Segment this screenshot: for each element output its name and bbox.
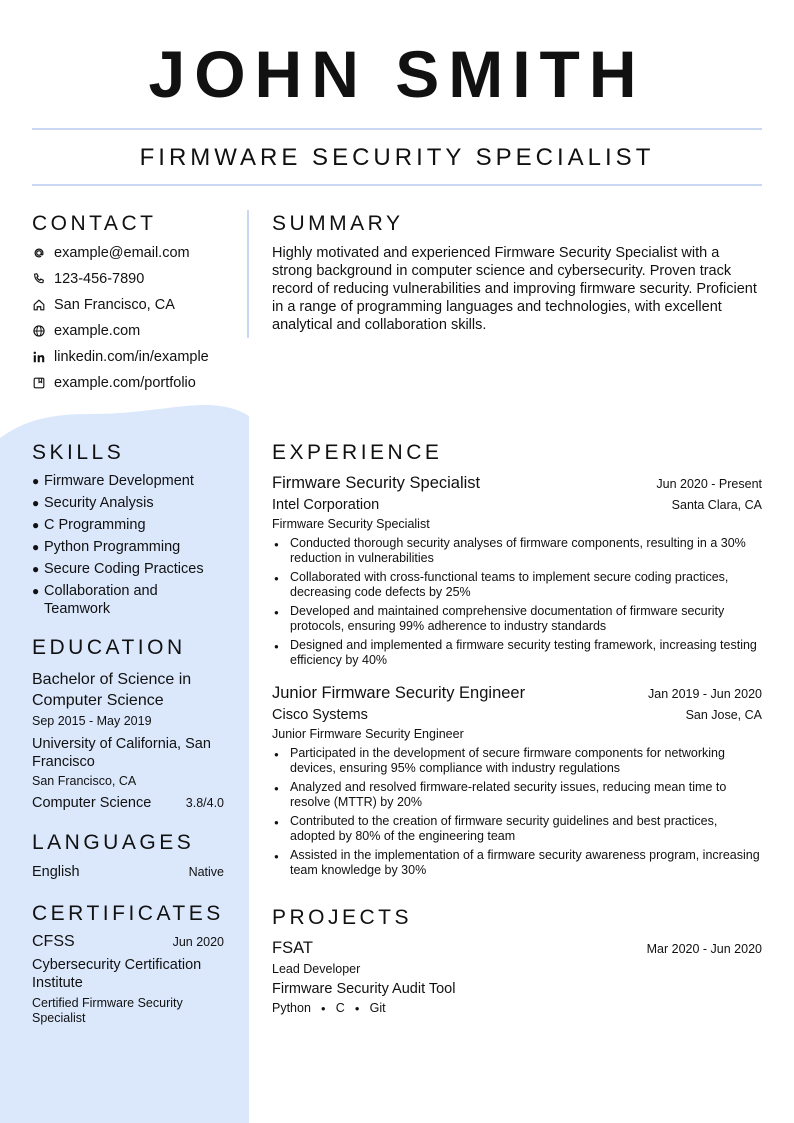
project-full-name: Firmware Security Audit Tool: [272, 981, 456, 997]
skills-title: SKILLS: [32, 441, 125, 464]
project-dates: Mar 2020 - Jun 2020: [646, 942, 762, 956]
skill-label: Firmware Development: [44, 473, 194, 489]
contact-website[interactable]: [32, 318, 224, 344]
summary-text: Highly motivated and experienced Firmware Security Specialist with a strong background in computer science and cybersecurity. Proven track record of reducing vulnerabilities and improving firmware security. Proficient in a range of programming languages and technologies, with excellent analytical and collaboration skills.: [272, 245, 757, 333]
skill-label: C Programming: [44, 517, 146, 533]
contact-title: CONTACT: [32, 212, 157, 235]
projects-title: PROJECTS: [272, 906, 413, 929]
contact-website-text: example.com: [54, 323, 141, 339]
project-tech-list: [272, 1001, 762, 1015]
tech-separator: ●: [354, 1003, 360, 1013]
project-header: [272, 937, 762, 959]
skill-label: Python Programming: [44, 539, 181, 555]
job-company-row: [272, 705, 762, 725]
skill-label: Collaboration and Teamwork: [44, 583, 158, 617]
certificate-row: [32, 933, 224, 951]
job-bullet: ● Collaborated with cross-functional teams to implement secure coding practices, decreasing code defects by 25%: [272, 570, 762, 600]
certificates-title: CERTIFICATES: [32, 902, 224, 925]
certificate-date: Jun 2020: [172, 935, 224, 949]
job-entry: [272, 472, 762, 668]
job-title: Firmware Security Specialist: [272, 474, 481, 492]
education-school: University of California, San Francisco: [32, 736, 211, 770]
tech-item: Python: [272, 1001, 311, 1015]
contact-email-text: example@email.com: [54, 245, 190, 261]
summary-title: SUMMARY: [272, 212, 404, 235]
education-title: EDUCATION: [32, 636, 186, 659]
language-name: English: [32, 864, 80, 880]
linkedin-icon: [32, 350, 46, 364]
column-divider: [247, 210, 249, 338]
home-icon: [32, 298, 46, 312]
job-dates: Jan 2019 - Jun 2020: [648, 687, 762, 701]
portfolio-icon: [32, 376, 46, 390]
contact-phone[interactable]: [32, 266, 224, 292]
job-header: [272, 472, 762, 494]
job-dates: Jun 2020 - Present: [656, 477, 762, 491]
experience-section: [272, 440, 762, 882]
certificate-issuer: Cybersecurity Certification Institute: [32, 957, 202, 991]
certificates-section: [32, 901, 224, 1026]
education-section: [32, 635, 224, 811]
skills-section: [32, 440, 224, 622]
job-bullets: [272, 536, 762, 668]
contact-location: [32, 292, 224, 318]
job-bullet: ● Designed and implemented a firmware security testing framework, increasing testing efficiency by 40%: [272, 638, 762, 668]
globe-icon: [32, 324, 46, 338]
phone-icon: [32, 272, 46, 286]
education-field: Computer Science: [32, 795, 152, 811]
job-bullet: ● Participated in the development of secure firmware components for networking devices, ensuring 95% compliance with industry regulations: [272, 746, 762, 776]
education-gpa: 3.8/4.0: [185, 796, 224, 810]
job-location: Santa Clara, CA: [671, 498, 762, 512]
skill-label: Secure Coding Practices: [44, 561, 204, 577]
job-title: Junior Firmware Security Engineer: [272, 684, 526, 702]
job-location: San Jose, CA: [685, 708, 762, 722]
job-bullets: [272, 746, 762, 878]
candidate-name: JOHN SMITH: [148, 37, 646, 111]
skill-item: ● Firmware Development: [32, 473, 194, 489]
job-subtitle: Firmware Security Specialist: [272, 517, 430, 531]
job-company: Cisco Systems: [272, 707, 368, 723]
projects-section: [272, 905, 762, 1015]
education-dates: Sep 2015 - May 2019: [32, 714, 152, 728]
project-role: Lead Developer: [272, 962, 361, 976]
skill-item: ● Secure Coding Practices: [32, 561, 204, 577]
skill-label: Security Analysis: [44, 495, 154, 511]
languages-section: [32, 830, 224, 880]
header-divider-top: [32, 128, 762, 130]
job-header: [272, 682, 762, 704]
languages-title: LANGUAGES: [32, 831, 195, 854]
job-company: Intel Corporation: [272, 497, 380, 513]
at-icon: [32, 246, 46, 260]
header-divider-bottom: [32, 184, 762, 186]
job-bullet: ● Contributed to the creation of firmware security guidelines and best practices, adopted by 80% of the engineering team: [272, 814, 762, 844]
job-bullet: ● Developed and maintained comprehensive documentation of firmware security protocols, ensuring 99% adherence to industry standards: [272, 604, 762, 634]
certificate-description: Certified Firmware Security Specialist: [32, 996, 183, 1025]
contact-phone-text: 123-456-7890: [54, 271, 145, 287]
contact-location-text: San Francisco, CA: [54, 297, 175, 313]
job-entry: [272, 682, 762, 878]
skill-item: ● Collaboration and Teamwork: [32, 582, 224, 618]
skill-item: ● Security Analysis: [32, 495, 154, 511]
job-bullet: ● Assisted in the implementation of a firmware security awareness program, increasing team knowledge by 30%: [272, 848, 762, 878]
education-degree: Bachelor of Science in Computer Science: [32, 671, 192, 709]
job-bullet: ● Analyzed and resolved firmware-related security issues, reducing mean time to resolve (MTTR) by 20%: [272, 780, 762, 810]
contact-portfolio[interactable]: [32, 370, 224, 396]
language-row: [32, 864, 224, 880]
job-company-row: [272, 495, 762, 515]
tech-item: C: [335, 1001, 345, 1015]
skill-item: ● Python Programming: [32, 539, 181, 555]
education-location: San Francisco, CA: [32, 774, 137, 788]
job-bullet: ● Conducted thorough security analyses of firmware components, resulting in a 30% reduction in vulnerabilities: [272, 536, 762, 566]
job-subtitle: Junior Firmware Security Engineer: [272, 727, 464, 741]
summary-section: [272, 211, 762, 334]
language-level: Native: [188, 865, 224, 879]
education-field-row: [32, 795, 224, 811]
skill-item: ● C Programming: [32, 517, 146, 533]
contact-email[interactable]: [32, 240, 224, 266]
tech-item: Git: [369, 1001, 386, 1015]
candidate-role: FIRMWARE SECURITY SPECIALIST: [139, 144, 655, 171]
certificate-name: CFSS: [32, 933, 75, 950]
contact-linkedin[interactable]: [32, 344, 224, 370]
experience-title: EXPERIENCE: [272, 441, 443, 464]
contact-portfolio-text: example.com/portfolio: [54, 375, 196, 391]
project-name: FSAT: [272, 939, 313, 957]
contact-section: [32, 211, 224, 396]
tech-separator: ●: [320, 1003, 326, 1013]
contact-linkedin-text: linkedin.com/in/example: [54, 349, 209, 365]
